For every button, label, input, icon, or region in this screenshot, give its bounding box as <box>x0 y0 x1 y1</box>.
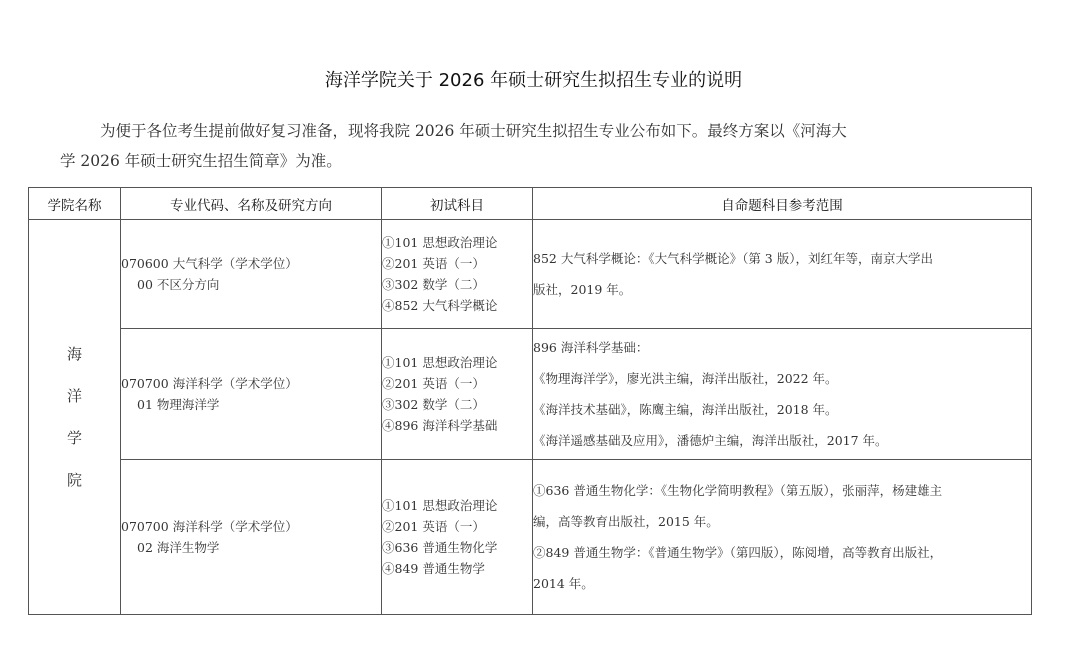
exam-subject: ③302 数学（二） <box>382 397 485 412</box>
exams-cell <box>382 460 533 615</box>
header-college: 学院名称 <box>29 188 121 220</box>
college-char: 海 <box>66 345 82 363</box>
exams-cell <box>382 329 533 460</box>
exam-subject: ③636 普通生物化学 <box>382 540 498 555</box>
document-title: 海洋学院关于 2026 年硕士研究生拟招生专业的说明 <box>324 70 743 91</box>
major-cell <box>121 460 382 615</box>
ref-line: 896 海洋科学基础： <box>533 340 649 355</box>
major-name: 070700 海洋科学（学术学位） <box>121 376 298 391</box>
exam-subject: ①101 思想政治理论 <box>382 498 498 513</box>
college-char: 洋 <box>66 387 82 405</box>
ref-line: 2014 年。 <box>533 576 594 591</box>
research-direction: 02 海洋生物学 <box>137 540 220 555</box>
intro-paragraph <box>60 116 1010 176</box>
ref-line: 版社，2019 年。 <box>533 282 632 297</box>
exam-subject: ②201 英语（一） <box>382 256 485 271</box>
college-char: 院 <box>66 471 82 489</box>
header-refs: 自命题科目参考范围 <box>533 188 1032 220</box>
programs-table <box>28 187 1032 615</box>
table-header-row <box>29 188 1032 220</box>
exam-subject: ①101 思想政治理论 <box>382 235 498 250</box>
ref-line: ②849 普通生物学：《普通生物学》（第四版），陈阅增，高等教育出版社， <box>533 545 943 560</box>
research-direction: 00 不区分方向 <box>137 277 220 292</box>
major-cell <box>121 220 382 329</box>
exams-cell <box>382 220 533 329</box>
college-name-cell <box>29 220 121 615</box>
exam-subject: ③302 数学（二） <box>382 277 485 292</box>
major-name: 070700 海洋科学（学术学位） <box>121 519 298 534</box>
major-name: 070600 大气科学（学术学位） <box>121 256 298 271</box>
exam-subject: ④849 普通生物学 <box>382 561 485 576</box>
ref-line: 852 大气科学概论：《大气科学概论》（第 3 版），刘红年等，南京大学出 <box>533 251 933 266</box>
refs-cell <box>533 460 1032 615</box>
ref-line: 《海洋遥感基础及应用》，潘德炉主编，海洋出版社，2017 年。 <box>533 433 888 448</box>
research-direction: 01 物理海洋学 <box>137 397 220 412</box>
ref-line: 编，高等教育出版社，2015 年。 <box>533 514 719 529</box>
header-exams: 初试科目 <box>382 188 533 220</box>
exam-subject: ②201 英语（一） <box>382 376 485 391</box>
ref-line: ①636 普通生物化学：《生物化学简明教程》（第五版），张丽萍，杨建雄主 <box>533 483 943 498</box>
header-major: 专业代码、名称及研究方向 <box>121 188 382 220</box>
exam-subject: ①101 思想政治理论 <box>382 355 498 370</box>
refs-cell <box>533 220 1032 329</box>
exam-subject: ②201 英语（一） <box>382 519 485 534</box>
table-row <box>29 329 1032 460</box>
intro-line-2: 学 2026 年硕士研究生招生简章》为准。 <box>60 152 342 170</box>
table-row <box>29 220 1032 329</box>
major-cell <box>121 329 382 460</box>
table-row <box>29 460 1032 615</box>
college-char: 学 <box>66 429 82 447</box>
intro-line-1: 为便于各位考生提前做好复习准备，现将我院 2026 年硕士研究生拟招生专业公布如下。最终方案以《河海大 <box>100 122 847 140</box>
ref-line: 《物理海洋学》，廖光洪主编，海洋出版社，2022 年。 <box>533 371 838 386</box>
ref-line: 《海洋技术基础》，陈鹰主编，海洋出版社，2018 年。 <box>533 402 838 417</box>
refs-cell <box>533 329 1032 460</box>
exam-subject: ④852 大气科学概论 <box>382 298 498 313</box>
exam-subject: ④896 海洋科学基础 <box>382 418 498 433</box>
